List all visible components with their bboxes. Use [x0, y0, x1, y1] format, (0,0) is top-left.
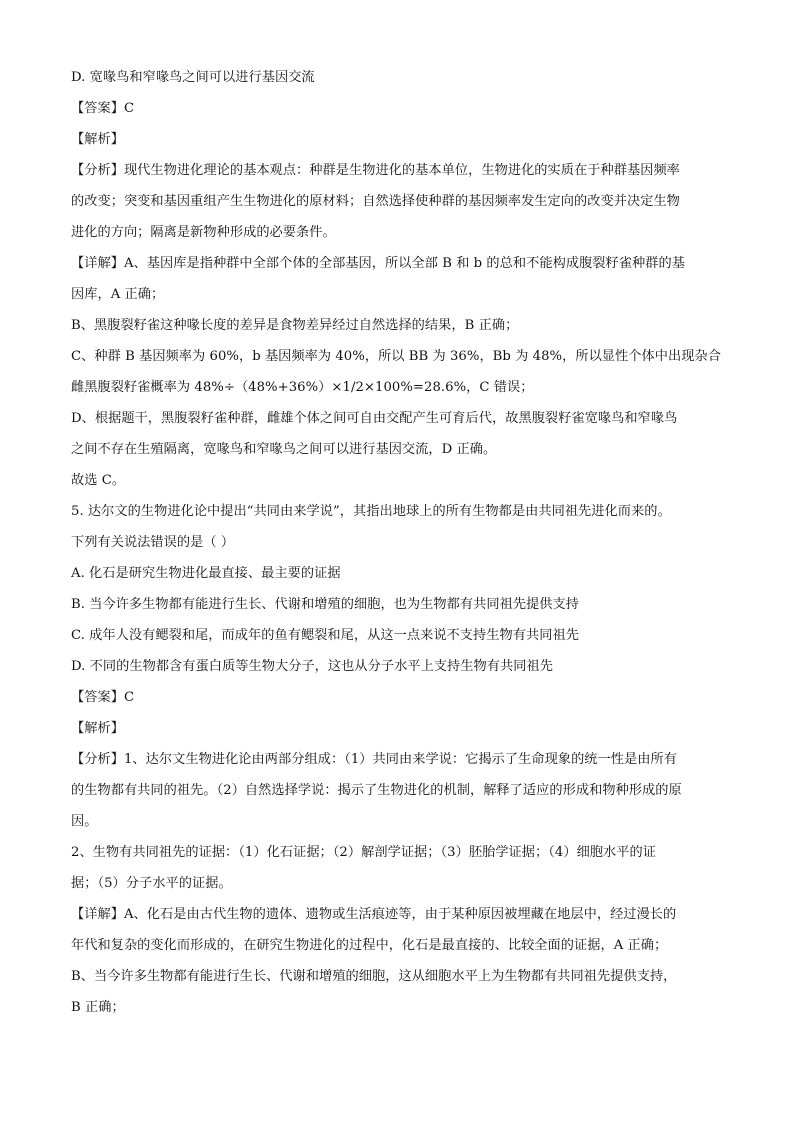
- detail-text: 【详解】A、化石是由古代生物的遗体、遗物或生活痕迹等，由于某种原因被埋藏在地层中，经过漫长的: [71, 907, 677, 922]
- detail-text: B 正确；: [71, 1000, 125, 1015]
- detail-text: 年代和复杂的变化而形成的，在研究生物进化的过程中，化石是最直接的、比较全面的证据，A 正确；: [71, 938, 668, 953]
- detail-text: 因库，A 正确；: [71, 287, 165, 302]
- question-5-stem: 5. 达尔文的生物进化论中提出“共同由来学说”，其指出地球上的所有生物都是由共同祖先进化而来的。: [71, 504, 671, 519]
- detail-text: 【详解】A、基因库是指种群中全部个体的全部基因，所以全部 B 和 b 的总和不能构成腹裂籽雀种群的基: [71, 256, 685, 271]
- detail-text: 雌黑腹裂籽雀概率为 48%÷（48%+36%）×1/2×100%=28.6%，C 错误；: [71, 380, 534, 395]
- analysis-text: 【分析】现代生物进化理论的基本观点：种群是生物进化的基本单位，生物进化的实质在于种群基因频率: [71, 163, 680, 178]
- option-c-text: C. 成年人没有鳃裂和尾，而成年的鱼有鳃裂和尾，从这一点来说不支持生物有共同祖先: [71, 628, 579, 643]
- analysis-heading: 【解析】: [71, 132, 124, 147]
- option-d-text: D. 宽喙鸟和窄喙鸟之间可以进行基因交流: [71, 70, 315, 85]
- analysis-text: 据；（5）分子水平的证据。: [71, 876, 232, 891]
- detail-text: B、当今许多生物都有能进行生长、代谢和增殖的细胞，这从细胞水平上为生物都有共同祖先提供支持，: [71, 969, 677, 984]
- detail-text: C、种群 B 基因频率为 60%，b 基因频率为 40%，所以 BB 为 36%，Bb 为 48%，所以显性个体中出现杂合: [71, 349, 721, 364]
- analysis-text: 进化的方向；隔离是新物种形成的必要条件。: [71, 225, 336, 240]
- analysis-heading: 【解析】: [71, 721, 124, 736]
- question-5-stem: 下列有关说法错误的是（ ）: [71, 535, 235, 550]
- detail-text: 之间不存在生殖隔离，宽喙鸟和窄喙鸟之间可以进行基因交流，D 正确。: [71, 442, 497, 457]
- option-d-text: D. 不同的生物都含有蛋白质等生物大分子，这也从分子水平上支持生物有共同祖先: [71, 659, 553, 674]
- page-content: [71, 62, 723, 1023]
- analysis-text: 的改变；突变和基因重组产生生物进化的原材料；自然选择使种群的基因频率发生定向的改变并决定生物: [71, 194, 680, 209]
- detail-text: D、根据题干，黑腹裂籽雀种群，雌雄个体之间可自由交配产生可育后代，故黑腹裂籽雀宽喙鸟和窄喙鸟: [71, 411, 678, 426]
- detail-text: B、黑腹裂籽雀这种喙长度的差异是食物差异经过自然选择的结果，B 正确；: [71, 318, 519, 333]
- option-a-text: A. 化石是研究生物进化最直接、最主要的证据: [71, 566, 341, 581]
- analysis-text: 因。: [71, 814, 98, 829]
- analysis-text: 的生物都有共同的祖先。（2）自然选择学说：揭示了生物进化的机制，解释了适应的形成和物种形成的原: [71, 783, 682, 798]
- answer-label: 【答案】C: [71, 690, 135, 705]
- choice-conclusion: 故选 C。: [71, 473, 126, 488]
- analysis-text: 【分析】1、达尔文生物进化论由两部分组成：（1）共同由来学说：它揭示了生命现象的统一性是由所有: [71, 752, 677, 767]
- option-b-text: B. 当今许多生物都有能进行生长、代谢和增殖的细胞，也为生物都有共同祖先提供支持: [71, 597, 580, 612]
- answer-label: 【答案】C: [71, 101, 135, 116]
- analysis-text: 2、生物有共同祖先的证据：（1）化石证据；（2）解剖学证据；（3）胚胎学证据；（4）细胞水平的证: [71, 845, 657, 860]
